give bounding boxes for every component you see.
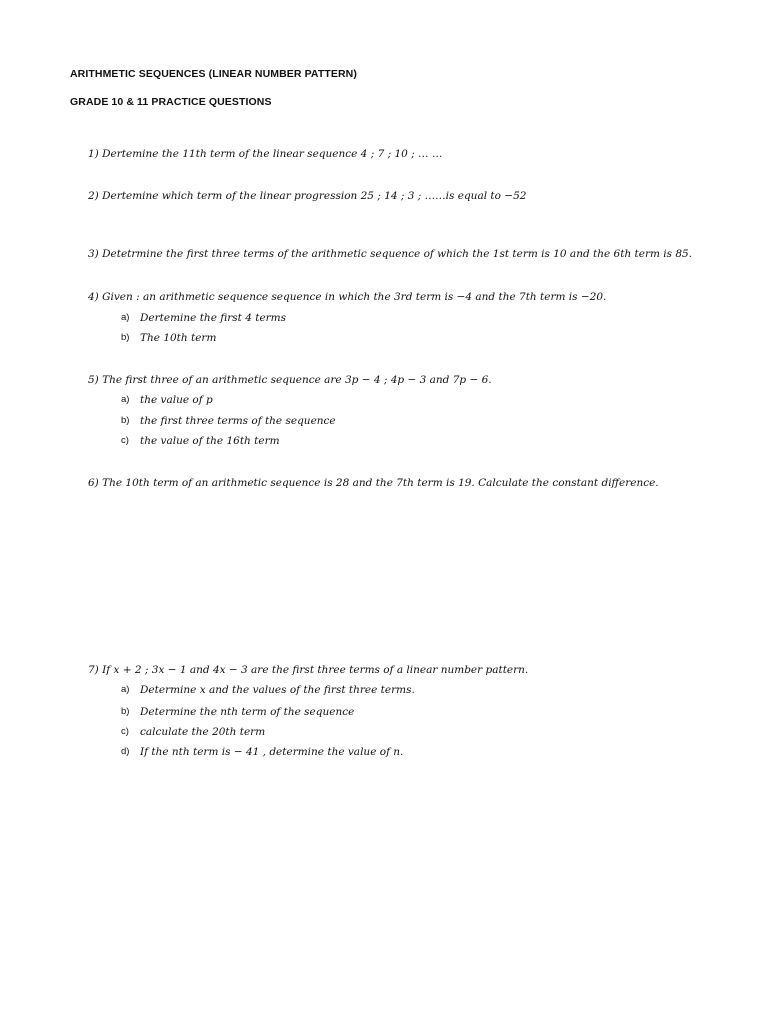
- part-text: Determine the nth term of the sequence: [140, 706, 355, 718]
- worksheet-subtitle: GRADE 10 & 11 PRACTICE QUESTIONS: [70, 96, 272, 108]
- question-1: 1) Dertemine the 11th term of the linear sequence 4 ; 7 ; 10 ; … …: [88, 148, 443, 160]
- question-7: 7) If x + 2 ; 3x − 1 and 4x − 3 are the first three terms of a linear number pattern.: [88, 664, 529, 676]
- part-text: Dertemine the first 4 terms: [140, 312, 287, 324]
- part-letter: a): [121, 394, 130, 405]
- part-text: the value of p: [140, 394, 213, 406]
- part-text: the value of the 16th term: [140, 435, 280, 447]
- part-text: calculate the 20th term: [140, 726, 266, 738]
- question-3: 3) Detetrmine the first three terms of the arithmetic sequence of which the 1st term is 10 and the 6th term is 85.: [88, 248, 693, 260]
- part-letter: c): [121, 726, 129, 737]
- worksheet-title: ARITHMETIC SEQUENCES (LINEAR NUMBER PATTERN): [70, 68, 357, 80]
- part-text: If the nth term is − 41 , determine the value of n.: [140, 746, 404, 758]
- part-letter: a): [121, 684, 130, 695]
- part-letter: c): [121, 435, 129, 446]
- part-letter: a): [121, 312, 130, 323]
- part-text: The 10th term: [140, 332, 217, 344]
- part-text: Determine x and the values of the first three terms.: [140, 684, 415, 696]
- part-letter: b): [121, 706, 130, 717]
- part-text: the first three terms of the sequence: [140, 415, 336, 427]
- part-letter: b): [121, 415, 130, 426]
- question-5: 5) The first three of an arithmetic sequence are 3p − 4 ; 4p − 3 and 7p − 6.: [88, 374, 492, 386]
- question-4: 4) Given : an arithmetic sequence sequence in which the 3rd term is −4 and the 7th term is −20.: [88, 291, 607, 303]
- question-6: 6) The 10th term of an arithmetic sequence is 28 and the 7th term is 19. Calculate the constant difference.: [88, 477, 659, 489]
- question-2: 2) Dertemine which term of the linear progression 25 ; 14 ; 3 ; ……is equal to −52: [88, 190, 527, 202]
- part-letter: d): [121, 746, 130, 757]
- part-letter: b): [121, 332, 130, 343]
